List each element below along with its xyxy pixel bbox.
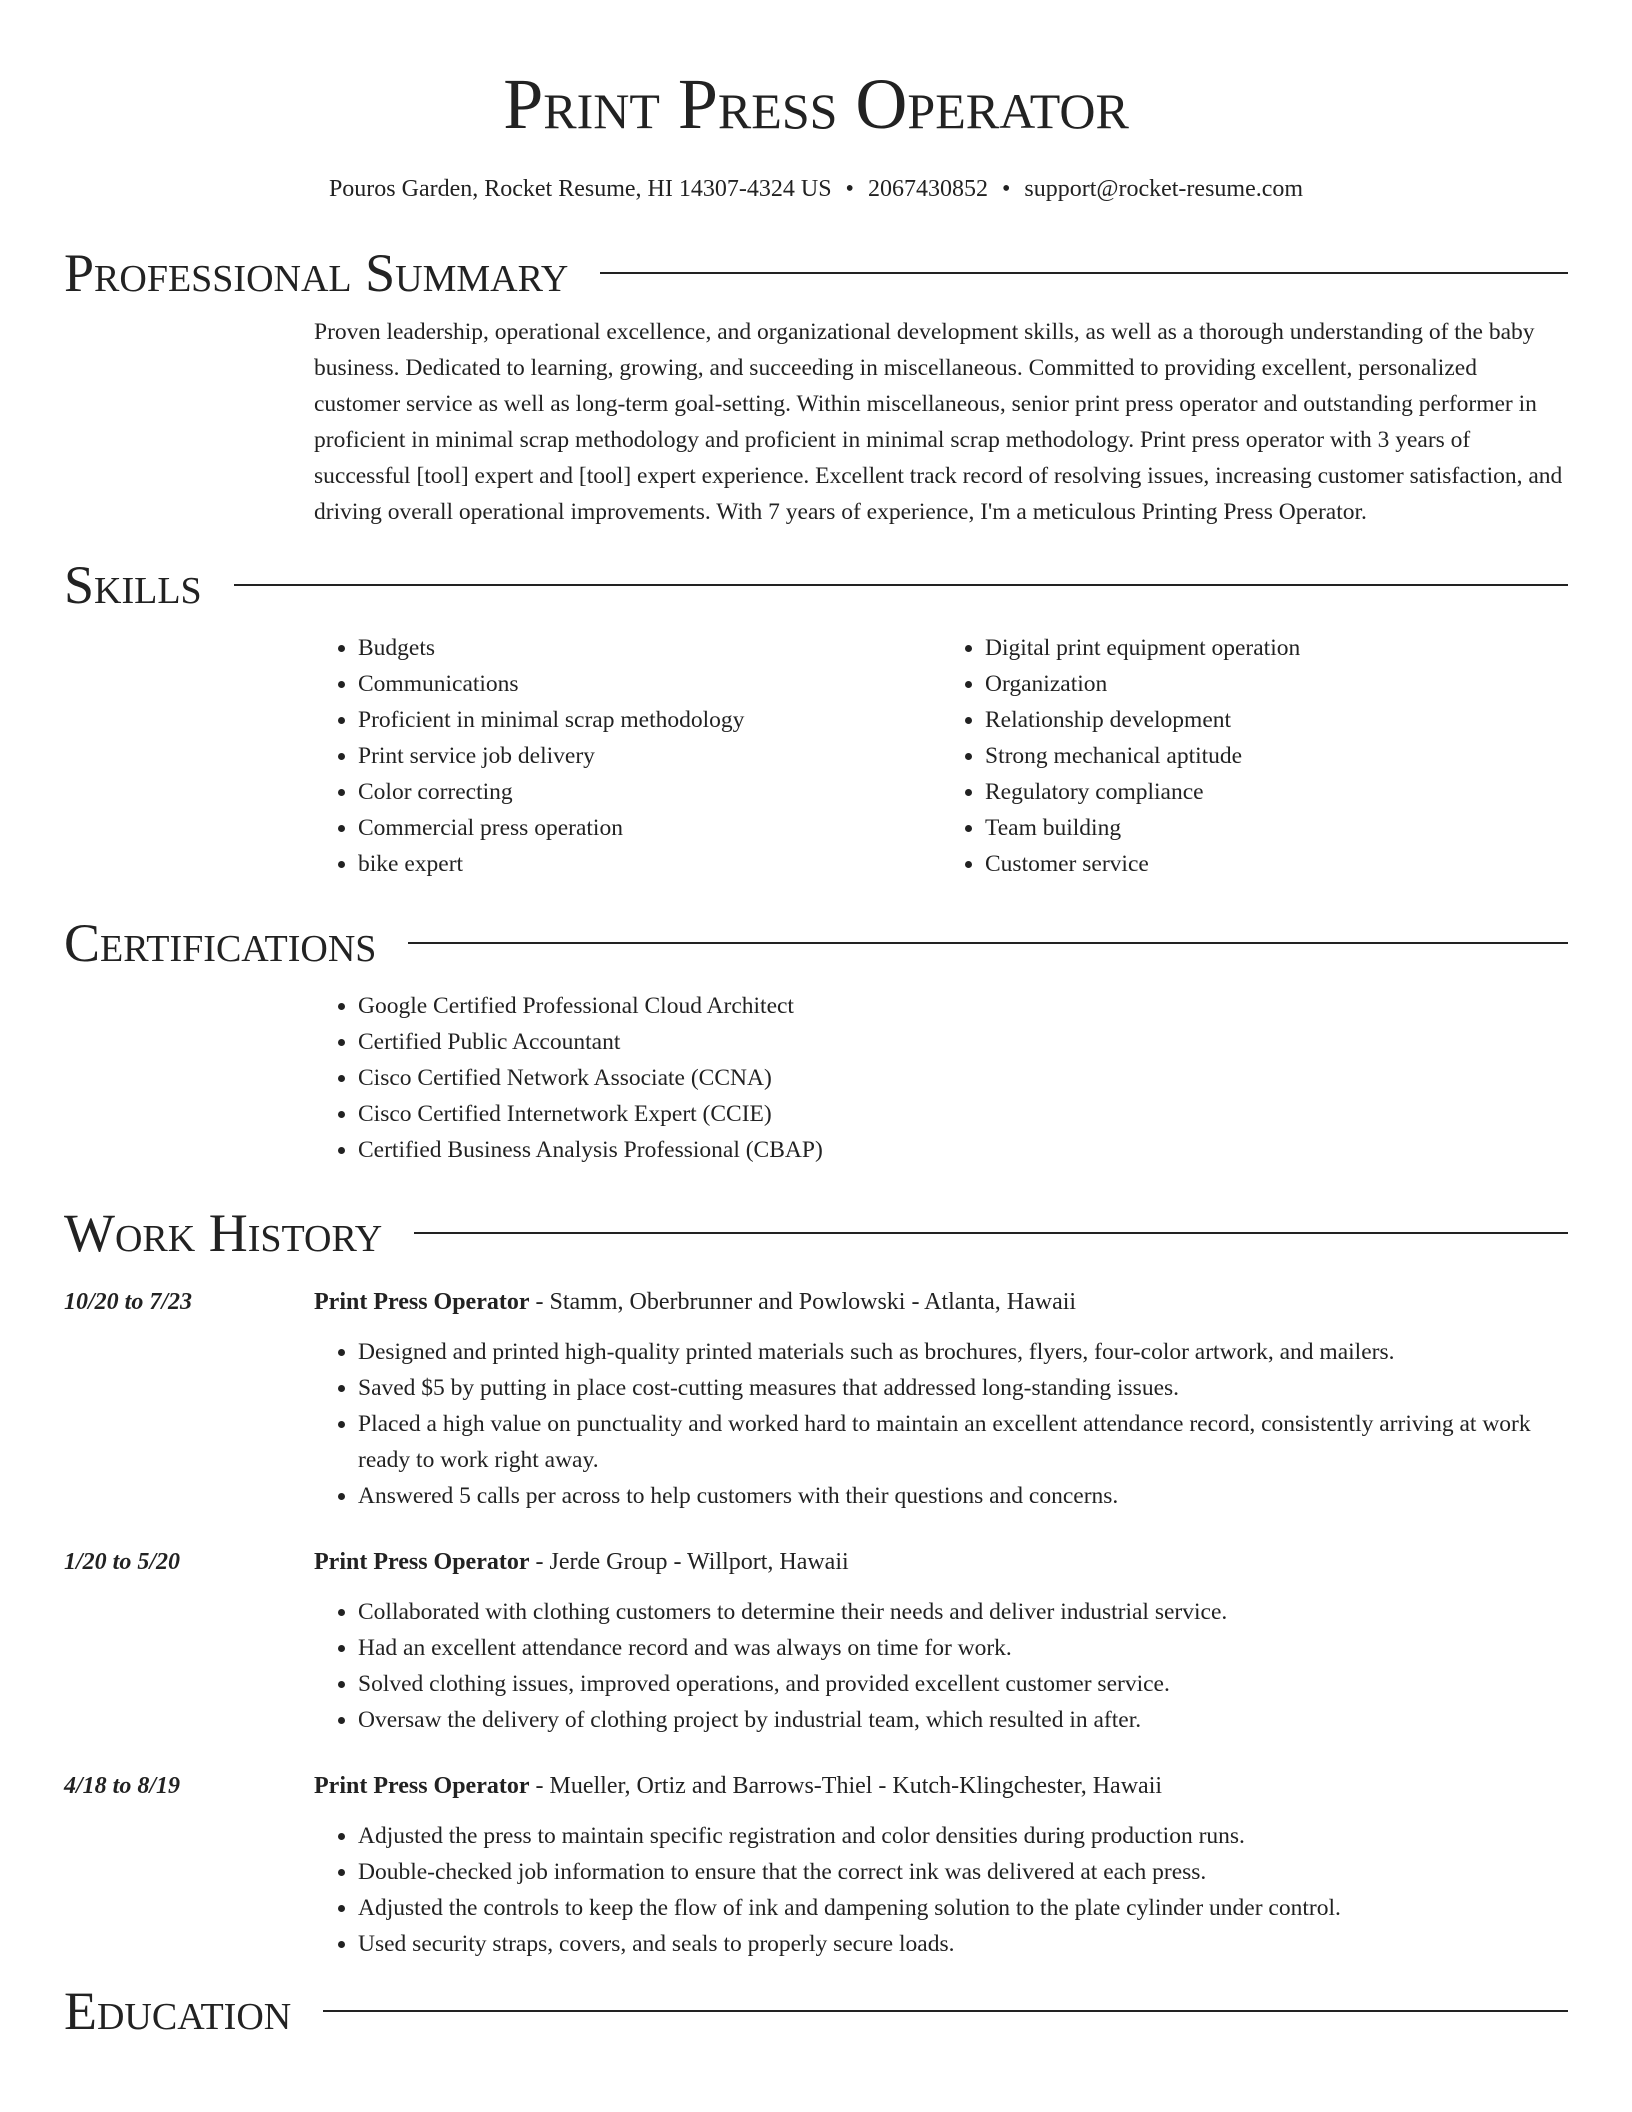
job-content <box>314 1768 1568 1962</box>
job-bullet: • Saved $5 by putting in place cost-cutting measures that addressed long-standing issues. <box>358 1370 1568 1406</box>
skill-item: • Proficient in minimal scrap methodology <box>358 702 941 738</box>
summary-text: Proven leadership, operational excellence, and organizational development skills, as well as a thorough understanding of the baby business. Dedicated to learning, growing, and succeeding in miscellaneous. Committed to providing excellent, personalized customer service as well as long-term goal-setting. Within miscellaneous, senior print press operator and outstanding performer in proficient in minimal scrap methodology and proficient in minimal scrap methodology. Print press operator with 3 years of successful [tool] expert and [tool] expert experience. Excellent track record of resolving issues, increasing customer satisfaction, and driving overall operational improvements. With 7 years of experience, I'm a meticulous Printing Press Operator. <box>314 319 1563 525</box>
job-heading <box>314 1768 1568 1804</box>
job-bullet: • Double-checked job information to ensure that the correct ink was delivered at each press. <box>358 1854 1568 1890</box>
job-bullet: • Collaborated with clothing customers to determine their needs and deliver industrial service. <box>358 1594 1568 1630</box>
job-title: Print Press Operator <box>314 1549 530 1575</box>
job-bullet: • Oversaw the delivery of clothing project by industrial team, which resulted in after. <box>358 1702 1568 1738</box>
skills-list <box>314 630 1568 882</box>
certifications-list <box>314 988 1568 1168</box>
contact-line <box>64 172 1568 206</box>
skill-item: • Digital print equipment operation <box>985 630 1568 666</box>
job-bullet: • Adjusted the press to maintain specific registration and color densities during production runs. <box>358 1818 1568 1854</box>
section-divider <box>414 1232 1568 1234</box>
section-title-skills: Skills <box>64 555 202 615</box>
certification-item: • Google Certified Professional Cloud Architect <box>358 988 1568 1024</box>
section-divider <box>408 942 1568 944</box>
job-heading <box>314 1544 1568 1580</box>
job-bullets <box>314 1818 1568 1962</box>
contact-separator: • <box>1001 176 1011 202</box>
job-bullet: • Solved clothing issues, improved operations, and provided excellent customer service. <box>358 1666 1568 1702</box>
skill-item: • Commercial press operation <box>358 810 941 846</box>
skill-item: • Budgets <box>358 630 941 666</box>
job-details: - Stamm, Oberbrunner and Powlowski - Atlanta, Hawaii <box>529 1289 1077 1315</box>
job-title: Print Press Operator <box>314 1289 530 1315</box>
section-header-summary <box>64 240 1568 306</box>
certification-item: • Certified Business Analysis Professional (CBAP) <box>358 1132 1568 1168</box>
section-header-certifications <box>64 910 1568 976</box>
job-bullet: • Adjusted the controls to keep the flow of ink and dampening solution to the plate cylinder under control. <box>358 1890 1568 1926</box>
skill-item: • Regulatory compliance <box>985 774 1568 810</box>
section-header-work <box>64 1200 1568 1266</box>
job-details: - Mueller, Ortiz and Barrows-Thiel - Kutch-Klingchester, Hawaii <box>529 1773 1163 1799</box>
skill-item: • Customer service <box>985 846 1568 882</box>
section-title-certifications: Certifications <box>64 913 377 973</box>
section-divider <box>323 2010 1568 2012</box>
job-bullet: • Had an excellent attendance record and was always on time for work. <box>358 1630 1568 1666</box>
job-bullets <box>314 1594 1568 1738</box>
section-title-summary: Professional Summary <box>64 243 569 303</box>
job-bullet: • Placed a high value on punctuality and worked hard to maintain an excellent attendance record, consistently arriving at work ready to work right away. <box>358 1406 1568 1478</box>
job-content <box>314 1544 1568 1738</box>
job-entry <box>64 1768 1568 1962</box>
skills-column-right <box>941 630 1568 882</box>
section-divider <box>600 272 1568 274</box>
skill-item: • Communications <box>358 666 941 702</box>
job-entry <box>64 1284 1568 1514</box>
certification-item: • Certified Public Accountant <box>358 1024 1568 1060</box>
job-bullet: • Answered 5 calls per across to help customers with their questions and concerns. <box>358 1478 1568 1514</box>
job-details: - Jerde Group - Willport, Hawaii <box>529 1549 849 1575</box>
skill-item: • Organization <box>985 666 1568 702</box>
skill-item: • Color correcting <box>358 774 941 810</box>
job-heading <box>314 1284 1568 1320</box>
section-title-education: Education <box>64 1981 292 2041</box>
section-title-work: Work History <box>64 1203 383 1263</box>
job-bullet: • Designed and printed high-quality printed materials such as brochures, flyers, four-color artwork, and mailers. <box>358 1334 1568 1370</box>
job-dates: 1/20 to 5/20 <box>64 1549 181 1575</box>
skill-item: • Relationship development <box>985 702 1568 738</box>
contact-address: Pouros Garden, Rocket Resume, HI 14307-4324 US <box>328 176 832 202</box>
job-bullet: • Used security straps, covers, and seals to properly secure loads. <box>358 1926 1568 1962</box>
job-title: Print Press Operator <box>314 1773 530 1799</box>
job-dates: 10/20 to 7/23 <box>64 1289 193 1315</box>
contact-phone: 2067430852 <box>867 176 988 202</box>
skill-item: • bike expert <box>358 846 941 882</box>
skill-item: • Team building <box>985 810 1568 846</box>
section-divider <box>234 584 1568 586</box>
section-header-education <box>64 1978 1568 2044</box>
job-content <box>314 1284 1568 1514</box>
contact-email: support@rocket-resume.com <box>1024 176 1304 202</box>
skill-item: • Strong mechanical aptitude <box>985 738 1568 774</box>
contact-separator: • <box>845 176 854 202</box>
job-dates: 4/18 to 8/19 <box>64 1773 181 1799</box>
certification-item: • Cisco Certified Internetwork Expert (CCIE) <box>358 1096 1568 1132</box>
job-entry <box>64 1544 1568 1738</box>
section-header-skills <box>64 552 1568 618</box>
skills-column-left <box>314 630 941 882</box>
job-bullets <box>314 1334 1568 1514</box>
skill-item: • Print service job delivery <box>358 738 941 774</box>
certifications-items <box>314 988 1568 1168</box>
resume-name: Print Press Operator <box>503 64 1129 144</box>
certification-item: • Cisco Certified Network Associate (CCNA) <box>358 1060 1568 1096</box>
